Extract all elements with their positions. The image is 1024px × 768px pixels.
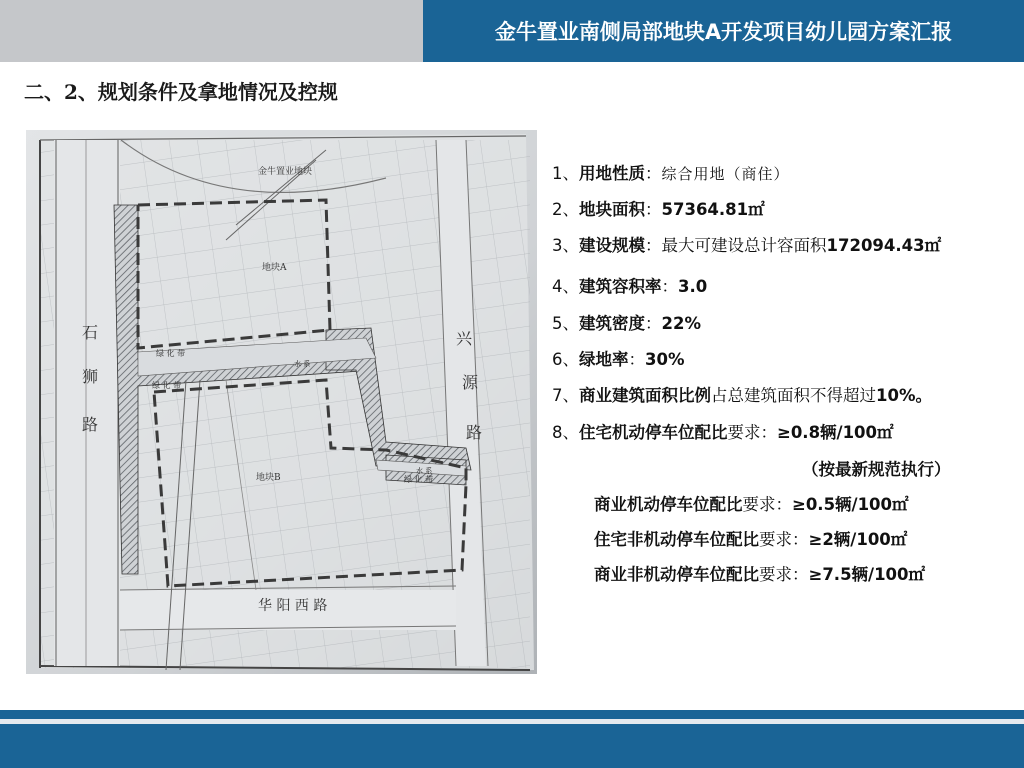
condition-prefix: 最大可建设总计容面积 xyxy=(661,236,827,255)
condition-sep: ： xyxy=(661,277,678,296)
map-label-block-b: 地块B xyxy=(256,473,281,483)
condition-sep: ： xyxy=(645,236,662,255)
condition-num: 2、 xyxy=(552,200,579,219)
condition-value: 22% xyxy=(661,314,701,333)
condition-item-6 xyxy=(552,346,685,370)
condition-num: 1、 xyxy=(552,164,579,183)
map-label-block-a: 地块A xyxy=(262,263,287,273)
condition-num: 3、 xyxy=(552,236,579,255)
condition-item-5 xyxy=(552,310,701,334)
map-label-water-2: 水 系 xyxy=(416,467,433,475)
condition-value: ≥0.8辆/100㎡ xyxy=(777,423,894,442)
condition-label: 用地性质 xyxy=(579,164,645,183)
condition-label: 商业建筑面积比例 xyxy=(579,386,711,405)
page-header-title: 金牛置业南侧局部地块A开发项目幼儿园方案汇报 xyxy=(494,20,953,44)
condition-item-3 xyxy=(552,232,941,256)
condition-prefix: 占总建筑面积不得超过 xyxy=(711,386,876,405)
parking-sub-prefix: 要求： xyxy=(759,565,809,584)
map-label-road-shishi-3: 路 xyxy=(82,415,99,434)
map-label-road-xingyuan-2: 源 xyxy=(462,373,479,392)
map-label-green-strip-1: 绿 化 带 xyxy=(156,349,186,358)
condition-value: 172094.43㎡ xyxy=(826,236,942,255)
parking-sub-value: ≥7.5辆/100㎡ xyxy=(808,565,926,584)
condition-num: 8、 xyxy=(552,423,579,442)
condition-value: 综合用地（商住） xyxy=(661,165,790,183)
condition-value: 57364.81㎡ xyxy=(661,200,765,219)
map-label-road-shishi-1: 石 xyxy=(82,323,99,342)
parking-sub-value: ≥2辆/100㎡ xyxy=(808,530,908,549)
condition-sep: ： xyxy=(645,314,662,333)
condition-item-7 xyxy=(552,382,932,406)
map-label-road-xingyuan-3: 路 xyxy=(466,423,483,442)
parking-sub-item-1 xyxy=(594,491,909,515)
condition-num: 7、 xyxy=(552,386,579,405)
parking-sub-prefix: 要求： xyxy=(742,495,792,514)
condition-item-8 xyxy=(552,419,894,443)
condition-sep: ： xyxy=(645,164,662,183)
map-label-green-strip-2: 绿 化 带 xyxy=(152,381,182,390)
condition-value: 30% xyxy=(645,350,685,369)
footer-band-thin xyxy=(0,710,1024,719)
map-label-road-huayang: 华 阳 西 路 xyxy=(258,598,328,614)
condition-value: 3.0 xyxy=(678,277,708,296)
parking-sub-label: 住宅非机动停车位配比 xyxy=(594,530,759,549)
parking-sub-item-3 xyxy=(594,561,925,585)
footer-band-thick xyxy=(0,724,1024,768)
condition-label: 绿地率 xyxy=(579,350,629,369)
parking-sub-prefix: 要求： xyxy=(759,530,809,549)
condition-value: 10%。 xyxy=(876,386,932,405)
condition-num: 6、 xyxy=(552,350,579,369)
header-gray-band xyxy=(0,0,423,62)
map-label-water-1: 水 系 xyxy=(294,360,311,368)
condition-prefix: 要求： xyxy=(727,423,777,442)
condition-label: 建筑容积率 xyxy=(579,277,662,296)
condition-item-4 xyxy=(552,273,707,297)
condition-sep: ： xyxy=(628,350,645,369)
map-label-road-xingyuan-1: 兴 xyxy=(456,329,473,348)
condition-label: 地块面积 xyxy=(579,200,645,219)
planning-map-photo xyxy=(26,130,537,674)
parking-sub-label: 商业非机动停车位配比 xyxy=(594,565,759,584)
parking-note: （按最新规范执行） xyxy=(802,460,951,479)
condition-item-2 xyxy=(552,196,765,220)
parking-sub-label: 商业机动停车位配比 xyxy=(594,495,743,514)
map-label-top: 金牛置业地块 xyxy=(258,167,313,177)
condition-num: 4、 xyxy=(552,277,579,296)
map-label-road-shishi-2: 狮 xyxy=(82,367,99,386)
condition-label: 建筑密度 xyxy=(579,314,645,333)
parking-sub-value: ≥0.5辆/100㎡ xyxy=(792,495,909,514)
condition-num: 5、 xyxy=(552,314,579,333)
condition-label: 建设规模 xyxy=(579,236,645,255)
condition-sep: ： xyxy=(645,200,662,219)
condition-item-1 xyxy=(552,160,790,184)
condition-label: 住宅机动停车位配比 xyxy=(579,423,728,442)
map-label-green-strip-3: 绿 化 带 xyxy=(404,475,434,484)
parking-sub-item-2 xyxy=(594,526,907,550)
section-title: 二、2、规划条件及拿地情况及控规 xyxy=(24,80,338,104)
